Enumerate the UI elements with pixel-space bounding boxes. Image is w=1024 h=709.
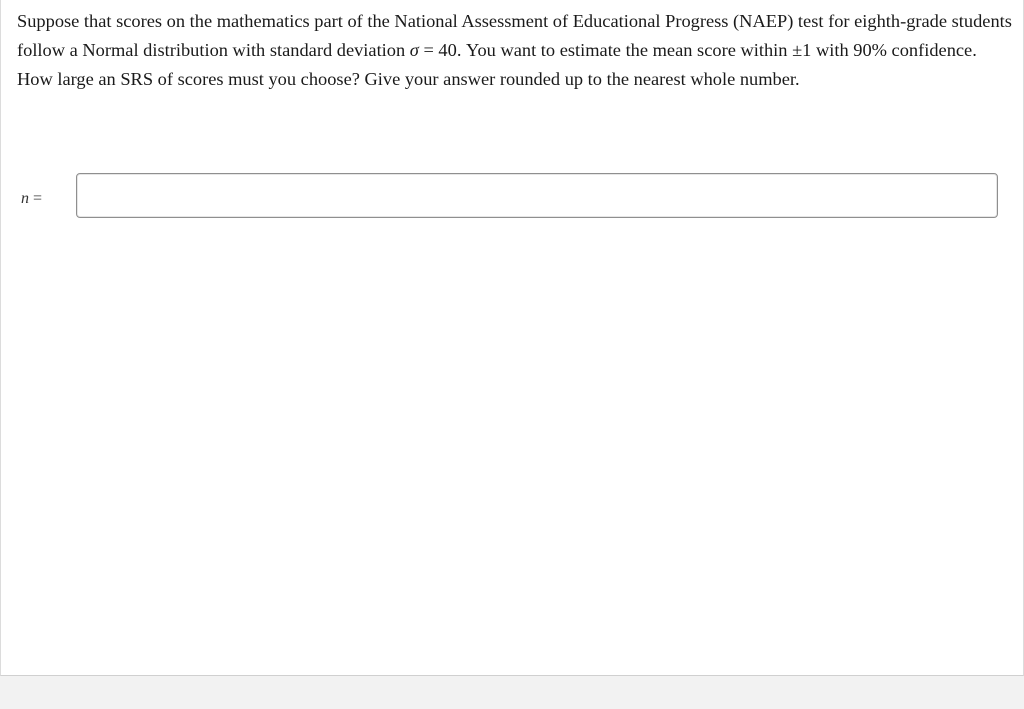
question-text-part2: with 90% confidence. How large an SRS of scores must you choose? Give your answer rounded up to the nearest whole number. <box>17 40 977 89</box>
question-text <box>17 7 1017 94</box>
answer-equals: = <box>29 190 43 207</box>
question-text-part1: Suppose that scores on the mathematics part of the National Assessment of Educational Progress (NAEP) test for eighth-grade students follow a Normal distribution with standard deviation <box>17 11 1012 60</box>
answer-row <box>1 172 1024 220</box>
plus-minus-value: ±1 <box>792 40 812 60</box>
sigma-symbol: σ <box>409 40 419 60</box>
footer-bar <box>0 676 1024 709</box>
sigma-value: = 40. You want to estimate the mean score within <box>418 40 793 60</box>
answer-label <box>21 190 42 208</box>
answer-input[interactable] <box>76 173 998 218</box>
answer-variable: n <box>21 190 29 207</box>
